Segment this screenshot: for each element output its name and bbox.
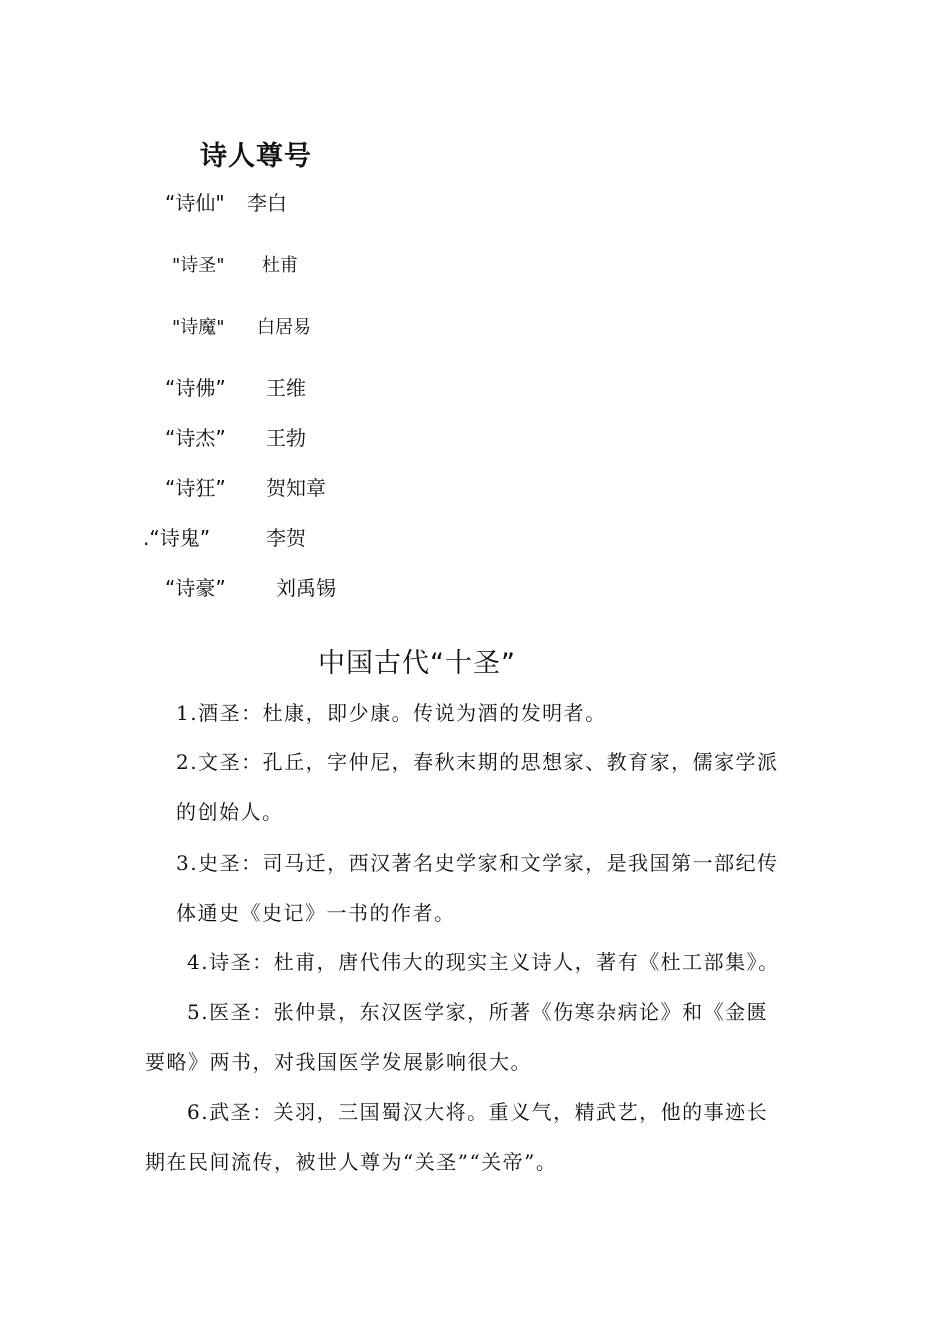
paragraph-line: 6.武圣：关羽，三国蜀汉大将。重义气，精武艺，他的事迹长 — [187, 1100, 769, 1124]
poet-epithet: "诗魔" — [172, 317, 225, 338]
paragraph-line: 的创始人。 — [176, 800, 284, 824]
paragraph-line: 期在民间流传，被世人尊为“关圣”“关帝”。 — [145, 1150, 558, 1174]
poet-name: 李白 — [247, 191, 287, 215]
poet-name: 王维 — [266, 376, 306, 400]
poet-epithet: “诗豪” — [165, 576, 226, 600]
poet-epithet: "诗圣" — [172, 255, 225, 276]
paragraph-line: 体通史《史记》一书的作者。 — [176, 901, 456, 925]
poet-name: 刘禹锡 — [276, 576, 336, 600]
paragraph-line: 4.诗圣：杜甫，唐代伟大的现实主义诗人，著有《杜工部集》。 — [187, 950, 780, 974]
poet-epithet: “诗仙" — [165, 191, 225, 215]
poet-epithet: .“诗鬼” — [143, 526, 211, 550]
paragraph-line: 3.史圣：司马迁，西汉著名史学家和文学家，是我国第一部纪传 — [176, 851, 779, 875]
paragraph-line: 要略》两书，对我国医学发展影响很大。 — [145, 1050, 532, 1074]
paragraph-line: 2.文圣：孔丘，字仲尼，春秋末期的思想家、教育家，儒家学派 — [176, 750, 779, 774]
paragraph-line: 1.酒圣：杜康，即少康。传说为酒的发明者。 — [176, 701, 607, 725]
poet-name: 王勃 — [266, 426, 306, 450]
poet-epithet: “诗狂” — [165, 476, 226, 500]
poet-name: 杜甫 — [262, 255, 298, 276]
section-title-ten-sages: 中国古代“十圣” — [318, 648, 516, 679]
poet-name: 李贺 — [266, 526, 306, 550]
poet-name: 白居易 — [257, 317, 311, 338]
poet-epithet: “诗佛” — [165, 376, 226, 400]
section-title-poet-titles: 诗人尊号 — [200, 141, 312, 172]
paragraph-line: 5.医圣：张仲景，东汉医学家，所著《伤寒杂病论》和《金匮 — [187, 1000, 769, 1024]
poet-epithet: “诗杰” — [165, 426, 226, 450]
poet-name: 贺知章 — [266, 476, 326, 500]
